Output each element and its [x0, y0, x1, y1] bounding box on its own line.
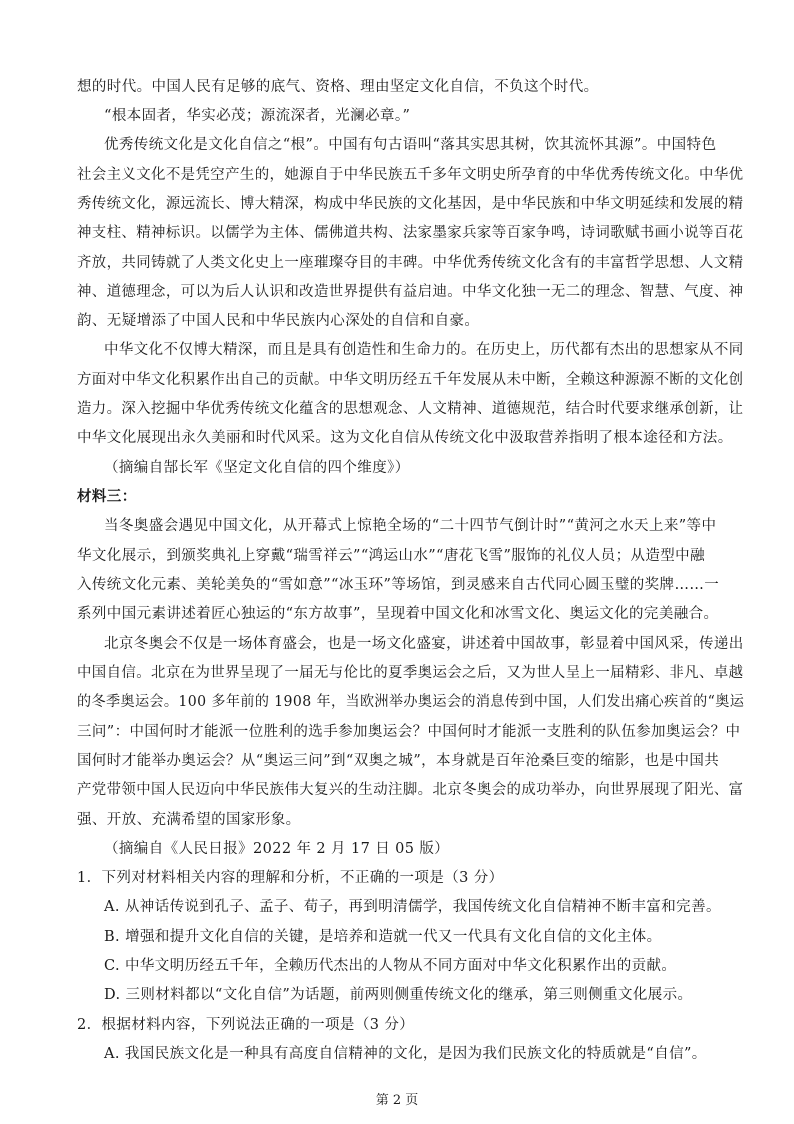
text-line: 齐放，共同铸就了人类文化史上一座璀璨夺目的丰碑。中华优秀传统文化含有的丰富哲学思想、人文精 — [77, 255, 744, 271]
text-line: 社会主义文化不是凭空产生的，她源自于中华民族五千多年文明史所孕育的中华优秀传统文化。中华优 — [77, 167, 744, 183]
text-line: 中华文化不仅博大精深，而且是具有创造性和生命力的。在历史上，历代都有杰出的思想家从不同 — [104, 342, 744, 358]
text-line: 中华文化展现出永久美丽和时代风采。这为文化自信从传统文化中汲取营养指明了根本途径和方法。 — [77, 430, 733, 446]
text-line: 入传统文化元素、美轮美奂的“雪如意”“冰玉环”等场馆，到灵感来自古代同心圆玉璧的奖牌……一 — [77, 577, 720, 593]
source-citation: （摘编自郜长军《坚定文化自信的四个维度》） — [104, 460, 410, 476]
text-line: “根本固者，华实必茂；源流深者，光澜必章。” — [104, 108, 411, 124]
source-citation: （摘编自《人民日报》2022 年 2 月 17 日 05 版） — [104, 841, 450, 857]
text-line: 系列中国元素讲述着匠心独运的“东方故事”，呈现着中国文化和冰雪文化、奥运文化的完美融合。 — [77, 606, 719, 622]
question-stem: 2．根据材料内容，下列说法正确的一项是（3 分） — [77, 1017, 415, 1033]
answer-option: C. 中华文明历经五千年，全赖历代杰出的人物从不同方面对中华文化积累作出的贡献。 — [104, 958, 677, 974]
text-line: 造力。深入挖掘中华优秀传统文化蕴含的思想观念、人文精神、道德规范，结合时代要求继承创新，让 — [77, 401, 744, 417]
answer-option: A. 从神话传说到孔子、孟子、荀子，再到明清儒学，我国传统文化自信精神不断丰富和完善。 — [104, 899, 721, 915]
text-line: 想的时代。中国人民有足够的底气、资格、理由坚定文化自信，不负这个时代。 — [77, 79, 599, 95]
text-line: 中国自信。北京在为世界呈现了一届无与伦比的夏季奥运会之后，又为世人呈上一届精彩、非凡、卓越 — [77, 665, 744, 681]
text-line: 优秀传统文化是文化自信之“根”。中国有句古语叫“落其实思其树，饮其流怀其源”。中国特色 — [104, 137, 717, 153]
answer-option: D. 三则材料都以“文化自信”为话题，前两则侧重传统文化的继承，第三则侧重文化展示。 — [104, 987, 693, 1003]
text-line: 神、道德理念，可以为后人认识和改造世界提供有益启迪。中华文化独一无二的理念、智慧、气度、神 — [77, 284, 744, 300]
text-line: 华文化展示，到颁奖典礼上穿戴“瑞雪祥云”“鸿运山水”“唐花飞雪”服饰的礼仪人员；从造型中融 — [77, 548, 705, 564]
text-line: 国何时才能举办奥运会？从“奥运三问”到“双奥之城”，本身就是百年沧桑巨变的缩影，也是中国共 — [77, 753, 720, 769]
text-line: 神支柱、精神标识。以儒学为主体、儒佛道共构、法家墨家兵家等百家争鸣，诗词歌赋书画小说等百花 — [77, 225, 744, 241]
text-line: 方面对中华文化积累作出自己的贡献。中华文明历经五千年发展从未中断，全赖这种源源不断的文化创 — [77, 372, 744, 388]
answer-option: B. 增强和提升文化自信的关键，是培养和造就一代又一代具有文化自信的文化主体。 — [104, 929, 662, 945]
answer-option: A. 我国民族文化是一种具有高度自信精神的文化，是因为我们民族文化的特质就是“自信”。 — [104, 1046, 707, 1062]
text-line: 当冬奥盛会遇见中国文化，从开幕式上惊艳全场的“二十四节气倒计时”“黄河之水天上来”等中 — [104, 518, 717, 534]
text-line: 的冬季奥运会。100 多年前的 1908 年，当欧洲举办奥运会的消息传到中国，人们发出痛心疾首的“奥运 — [77, 694, 745, 710]
page-number: 第 2 页 — [375, 1093, 419, 1108]
text-line: 强、开放、充满希望的国家形象。 — [77, 812, 301, 828]
text-line: 北京冬奥会不仅是一场体育盛会，也是一场文化盛宴，讲述着中国故事，彰显着中国风采，传递出 — [104, 636, 744, 652]
section-heading: 材料三： — [77, 488, 137, 505]
question-stem: 1．下列对材料相关内容的理解和分析，不正确的一项是（3 分） — [77, 870, 504, 886]
text-line: 产党带领中国人民迈向中华民族伟大复兴的生动注脚。北京冬奥会的成功举办，向世界展现了阳光、富 — [77, 782, 744, 798]
text-line: 三问”：中国何时才能派一位胜利的选手参加奥运会？中国何时才能派一支胜利的队伍参加奥运会？中 — [77, 724, 741, 740]
text-line: 秀传统文化，源远流长、博大精深，构成中华民族的文化基因，是中华民族和中华文明延续和发展的精 — [77, 196, 744, 212]
text-line: 韵、无疑增添了中国人民和中华民族内心深处的自信和自豪。 — [77, 313, 480, 329]
